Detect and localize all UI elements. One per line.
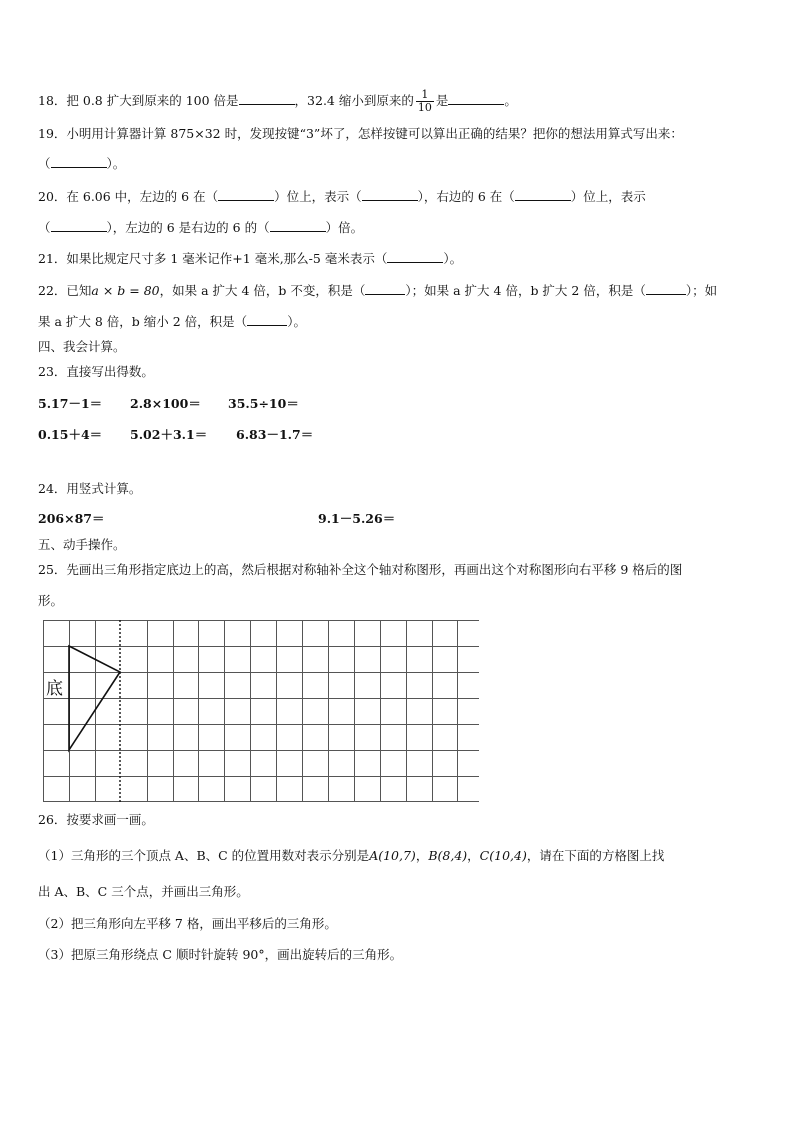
question-22-line-1 — [38, 282, 717, 299]
q22-answer-blank-2[interactable] — [646, 282, 686, 295]
q22-formula: a × b = 80 — [91, 283, 160, 298]
q20-text-g: ）倍。 — [325, 220, 364, 235]
question-19: 19．小明用计算器计算 875×32 时，发现按键“3”坏了，怎样按键可以算出正确的结果？把你的想法用算式写出来： — [38, 126, 683, 141]
q21-text: 21．如果比规定尺寸多 1 毫米记作+1 毫米,那么-5 毫米表示（ — [38, 251, 388, 266]
q18-text-post1: 是 — [435, 93, 449, 108]
question-23-title: 23．直接写出得数。 — [38, 364, 154, 379]
question-20-line-1 — [38, 188, 646, 205]
q22-text-c: ）；如 — [685, 283, 718, 298]
q22-text-b: ）；如果 a 扩大 4 倍，b 扩大 2 倍，积是（ — [405, 283, 646, 298]
q18-answer-blank-1[interactable] — [239, 92, 295, 105]
calc-item: 6.83－1.7＝ — [236, 427, 314, 442]
q26-part-3: （3）把原三角形绕点 C 顺时针旋转 90°，画出旋转后的三角形。 — [38, 947, 403, 962]
paren-open: （ — [38, 156, 51, 171]
fraction-denominator: 10 — [417, 101, 432, 114]
q22-answer-blank-1[interactable] — [365, 282, 405, 295]
question-20-line-2 — [38, 219, 363, 236]
question-19-answer-line — [38, 155, 125, 172]
separator: ， — [467, 848, 480, 863]
question-21 — [38, 250, 462, 267]
q26-part-1 — [38, 848, 664, 864]
q22-answer-blank-3[interactable] — [247, 313, 287, 326]
calc-item: 0.15＋4＝ — [38, 427, 103, 442]
base-label: 底 — [46, 679, 63, 699]
section-4-heading: 四、我会计算。 — [38, 339, 126, 354]
q20-text-c: ），右边的 6 在（ — [417, 189, 515, 204]
point-c-coord: C(10,4) — [479, 848, 527, 863]
point-b-coord: B(8,4) — [428, 848, 468, 863]
q26-part-1-cont: 出 A、B、C 三个点，并画出三角形。 — [38, 884, 249, 899]
q18-text-pre: 18．把 0.8 扩大到原来的 100 倍是 — [38, 93, 239, 108]
q26-p1-text-b: ，请在下面的方格图上找 — [526, 848, 665, 863]
question-18 — [38, 89, 517, 114]
q20-answer-blank-1[interactable] — [218, 188, 274, 201]
q20-text-e: （ — [38, 220, 51, 235]
paren-close: ）。 — [106, 156, 126, 171]
q22-text-d: 果 a 扩大 8 倍，b 缩小 2 倍，积是（ — [38, 314, 248, 329]
q26-part-2: （2）把三角形向左平移 7 格，画出平移后的三角形。 — [38, 916, 337, 931]
calc-item: 35.5÷10＝ — [228, 396, 299, 411]
calc-item: 5.17－1＝ — [38, 396, 103, 411]
question-24-title: 24．用竖式计算。 — [38, 481, 142, 496]
question-26-title: 26．按要求画一画。 — [38, 812, 154, 827]
q22-pre: 22．已知 — [38, 283, 92, 298]
q18-text-post2: 。 — [504, 93, 517, 108]
q23-row-1 — [38, 396, 299, 412]
calc-item: 5.02＋3.1＝ — [130, 427, 208, 442]
calc-item: 2.8×100＝ — [130, 396, 201, 411]
q25-square-grid[interactable] — [43, 620, 479, 802]
q19-answer-blank[interactable] — [51, 155, 107, 168]
q24-item-1: 206×87＝ — [38, 511, 105, 526]
q20-text-f: ），左边的 6 是右边的 6 的（ — [106, 220, 270, 235]
fraction-numerator: 1 — [416, 89, 434, 102]
q22-text-a: ，如果 a 扩大 4 倍，b 不变，积是（ — [159, 283, 366, 298]
separator: ， — [415, 848, 429, 863]
point-a-coord: A(10,7) — [369, 848, 416, 863]
q26-p1-text-a: （1）三角形的三个顶点 A、B、C 的位置用数对表示分别是 — [38, 848, 370, 863]
question-22-line-2 — [38, 313, 306, 330]
q20-text-b: ）位上，表示（ — [274, 189, 362, 204]
q21-close: ）。 — [443, 251, 463, 266]
grid-svg — [43, 620, 479, 802]
q22-text-e: ）。 — [287, 314, 306, 329]
q24-item-2: 9.1－5.26＝ — [318, 511, 396, 526]
question-25-line-2: 形。 — [38, 593, 64, 608]
q18-text-mid: ，32.4 缩小到原来的 — [294, 93, 414, 108]
q20-answer-blank-5[interactable] — [270, 219, 326, 232]
q20-answer-blank-2[interactable] — [362, 188, 418, 201]
q20-text-a: 20．在 6.06 中，左边的 6 在（ — [38, 189, 219, 204]
q23-row-2 — [38, 427, 313, 443]
q18-answer-blank-2[interactable] — [448, 92, 504, 105]
q20-text-d: ）位上，表示 — [570, 189, 646, 204]
q20-answer-blank-3[interactable] — [515, 188, 571, 201]
q21-answer-blank[interactable] — [387, 250, 443, 263]
q18-fraction — [416, 89, 434, 114]
section-5-heading: 五、动手操作。 — [38, 537, 126, 552]
question-25-line-1: 25．先画出三角形指定底边上的高，然后根据对称轴补全这个轴对称图形，再画出这个对称图形向右平移 9 格后的图 — [38, 562, 683, 577]
q20-answer-blank-4[interactable] — [51, 219, 107, 232]
